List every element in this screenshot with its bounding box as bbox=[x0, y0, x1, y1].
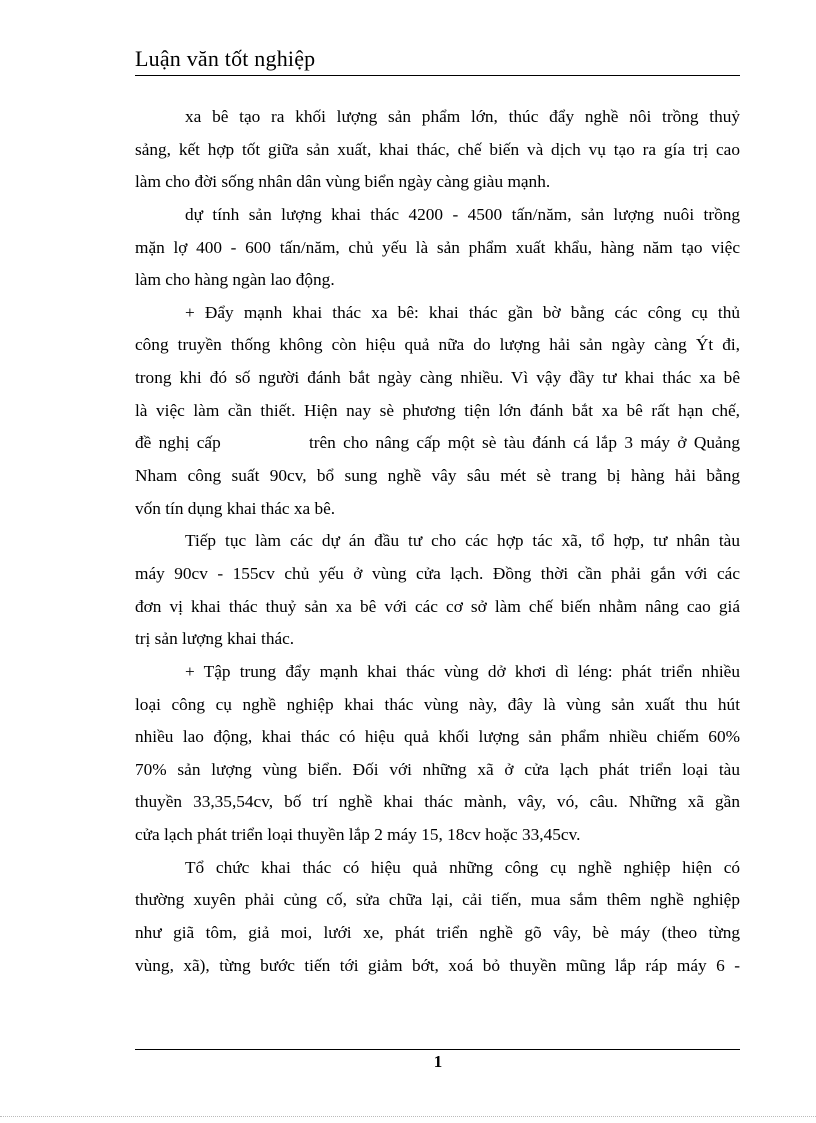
text-line: trong khi đó số người đánh bắt ngày càng nhiều. Vì vậy đầy tư khai thác xa bê bbox=[135, 368, 740, 388]
text-line: Tổ chức khai thác có hiệu quả những công cụ nghề nghiệp hiện có bbox=[185, 857, 740, 877]
text-line: + Đẩy mạnh khai thác xa bê: khai thác gần bờ bằng các công cụ thủ bbox=[185, 302, 740, 322]
text-line: mặn lợ 400 - 600 tấn/năm, chủ yếu là sản phẩm xuất khẩu, hàng năm tạo việc bbox=[135, 237, 740, 257]
header-divider bbox=[135, 75, 740, 76]
text-line: Nham công suất 90cv, bổ sung nghề vây sâu mét sè trang bị hàng hải bằng bbox=[135, 466, 740, 486]
document-body bbox=[135, 101, 740, 982]
text-line: trị sản lượng khai thác. bbox=[135, 629, 295, 649]
text-line: vùng, xã), từng bước tiến tới giảm bớt, xoá bỏ thuyền mũng lắp ráp máy 6 - bbox=[135, 955, 740, 975]
text-line: công truyền thống không còn hiệu quả nữa do lượng hải sản ngày càng Ýt đi, bbox=[135, 335, 740, 355]
text-line: máy 90cv - 155cv chủ yếu ở vùng cửa lạch. Đồng thời cần phải gắn với các bbox=[135, 563, 740, 583]
paragraph bbox=[135, 852, 740, 983]
document-header-title: Luận văn tốt nghiệp bbox=[135, 46, 316, 71]
text-line: đơn vị khai thác thuỷ sản xa bê với các cơ sở làm chế biến nhằm nâng cao giá bbox=[135, 596, 740, 616]
paragraph bbox=[135, 656, 740, 852]
paragraph bbox=[135, 525, 740, 656]
text-line: thường xuyên phải củng cố, sửa chữa lại, cải tiến, mua sắm thêm nghề nghiệp bbox=[135, 890, 740, 910]
text-line: loại công cụ nghề nghiệp khai thác vùng này, đây là vùng sản xuất thu hút bbox=[135, 694, 740, 714]
page-boundary bbox=[0, 1116, 816, 1117]
text-line: cửa lạch phát triển loại thuyền lắp 2 máy 15, 18cv hoặc 33,45cv. bbox=[135, 825, 581, 845]
paragraph bbox=[135, 101, 740, 199]
text-line: đề nghị cấp trên cho nâng cấp một sè tàu đánh cá lắp 3 máy ở Quảng bbox=[135, 433, 740, 453]
text-line: thuyền 33,35,54cv, bố trí nghề khai thác mành, vây, vó, câu. Những xã gần bbox=[135, 792, 740, 812]
text-line: như giã tôm, giả moi, lưới xe, phát triển nghề gõ vây, bè máy (theo từng bbox=[135, 923, 740, 943]
text-line: sảng, kết hợp tốt giữa sản xuất, khai thác, chế biến và dịch vụ tạo ra gía trị cao bbox=[135, 139, 740, 159]
page-number: 1 bbox=[433, 1052, 443, 1071]
text-line: + Tập trung đẩy mạnh khai thác vùng dở khơi dì léng: phát triển nhiều bbox=[185, 661, 740, 681]
text-line: dự tính sản lượng khai thác 4200 - 4500 tấn/năm, sản lượng nuôi trồng bbox=[185, 204, 740, 224]
text-line: nhiều lao động, khai thác có hiệu quả khối lượng sản phẩm nhiều chiếm 60% bbox=[135, 727, 740, 747]
footer-divider bbox=[135, 1049, 740, 1050]
text-line: vốn tín dụng khai thác xa bê. bbox=[135, 498, 336, 518]
text-line: 70% sản lượng vùng biển. Đối với những xã ở cửa lạch phát triển loại tàu bbox=[135, 759, 740, 779]
text-line: xa bê tạo ra khối lượng sản phẩm lớn, thúc đẩy nghề nôi trồng thuỷ bbox=[185, 107, 740, 126]
paragraph bbox=[135, 199, 740, 297]
paragraph bbox=[135, 297, 740, 525]
text-line: làm cho hàng ngàn lao động. bbox=[135, 270, 335, 290]
text-line: Tiếp tục làm các dự án đầu tư cho các hợp tác xã, tổ hợp, tư nhân tàu bbox=[185, 531, 740, 551]
text-line: làm cho đời sống nhân dân vùng biển ngày càng giàu mạnh. bbox=[135, 172, 551, 192]
text-line: là việc làm cần thiết. Hiện nay sè phương tiện lớn đánh bắt xa bê rất hạn chế, bbox=[135, 400, 740, 420]
